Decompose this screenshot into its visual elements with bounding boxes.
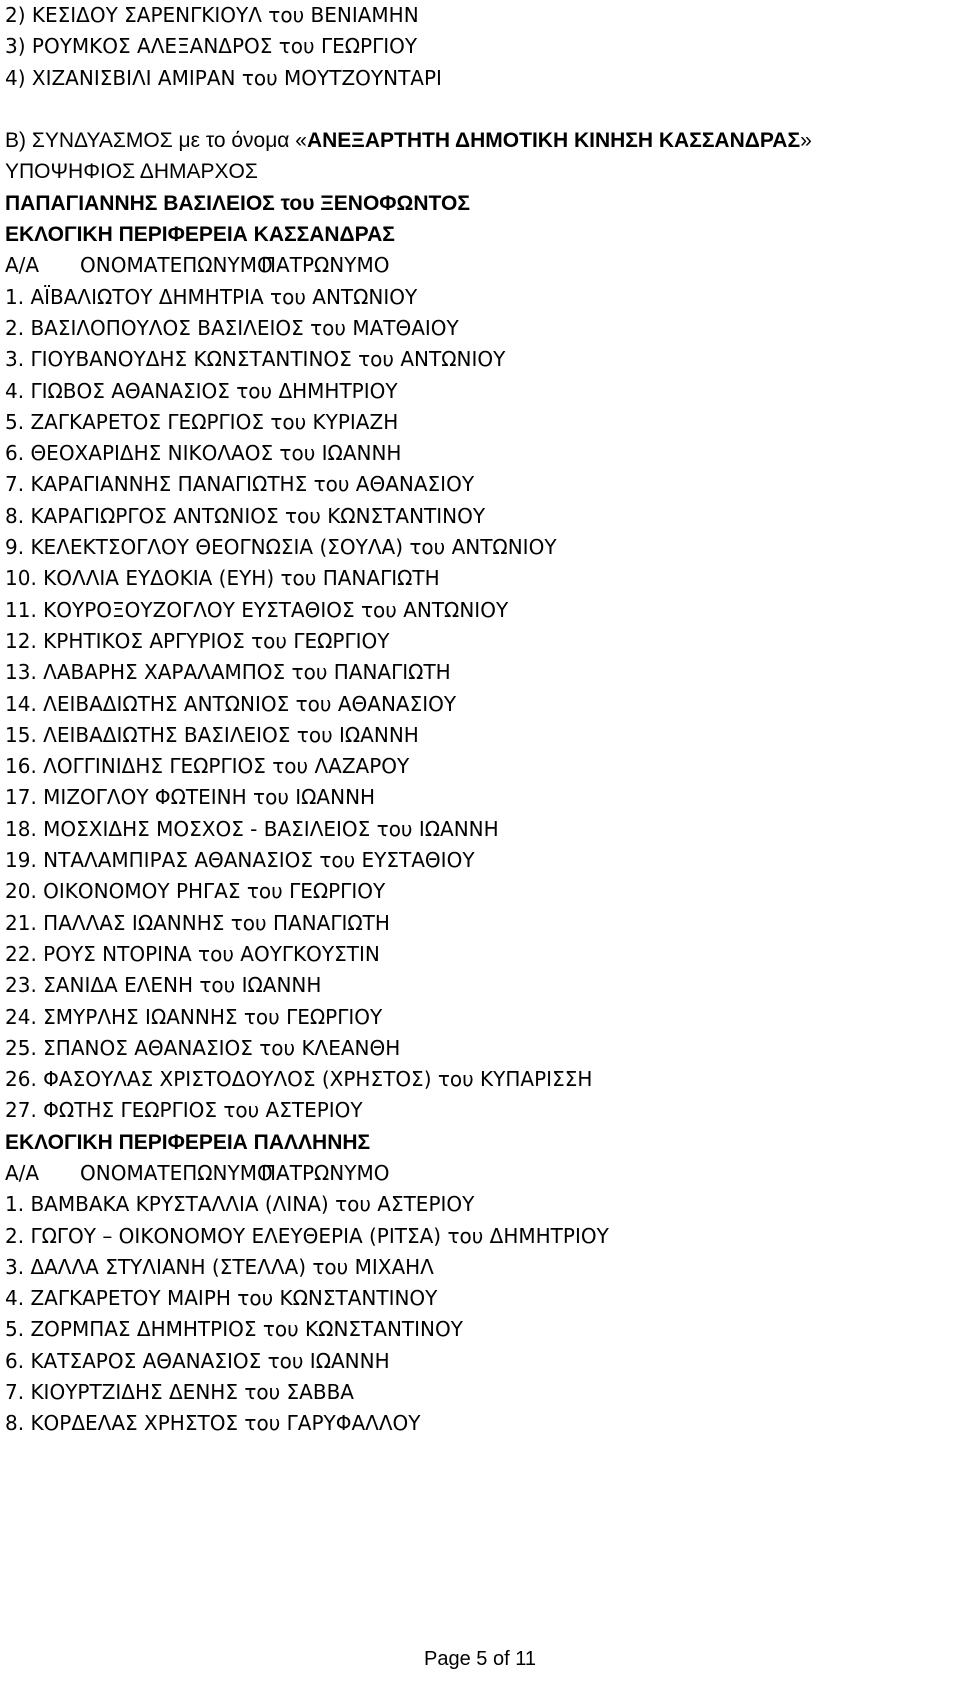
list-item: 8. ΚΟΡΔΕΛΑΣ ΧΡΗΣΤΟΣ του ΓΑΡΥΦΑΛΛΟΥ [5, 1411, 421, 1436]
list-item: 2. ΒΑΣΙΛΟΠΟΥΛΟΣ ΒΑΣΙΛΕΙΟΣ του ΜΑΤΘΑΙΟΥ [5, 315, 459, 340]
header-father: ΠΑΤΡΩΝΥΜΟ [261, 1160, 390, 1185]
combo-prefix: Β) ΣΥΝΔΥΑΣΜΟΣ με το όνομα « [5, 129, 307, 153]
list-item: 7. ΚΙΟΥΡΤΖΙΔΗΣ ΔΕΝΗΣ του ΣΑΒΒΑ [5, 1380, 354, 1405]
page-number: Page 5 of 11 [424, 1648, 536, 1670]
table-header [5, 250, 955, 281]
list-item: 1. ΒΑΜΒΑΚΑ ΚΡΥΣΤΑΛΛΙΑ (ΛΙΝΑ) του ΑΣΤΕΡΙΟΥ [5, 1192, 475, 1217]
list-item: 6. ΚΑΤΣΑΡΟΣ ΑΘΑΝΑΣΙΟΣ του ΙΩΑΝΝΗ [5, 1348, 390, 1373]
list-item: 4. ΖΑΓΚΑΡΕΤΟΥ ΜΑΙΡΗ του ΚΩΝΣΤΑΝΤΙΝΟΥ [5, 1286, 438, 1311]
spacer [5, 94, 955, 125]
list-item: 22. ΡΟΥΣ ΝΤΟΡΙΝΑ του ΑΟΥΓΚΟΥΣΤΙΝ [5, 941, 380, 966]
list-item: 7. ΚΑΡΑΓΙΑΝΝΗΣ ΠΑΝΑΓΙΩΤΗΣ του ΑΘΑΝΑΣΙΟΥ [5, 472, 475, 497]
list-item: 5. ΖΑΓΚΑΡΕΤΟΣ ΓΕΩΡΓΙΟΣ του ΚΥΡΙΑΖΗ [5, 409, 399, 434]
list-item: 26. ΦΑΣΟΥΛΑΣ ΧΡΙΣΤΟΔΟΥΛΟΣ (ΧΡΗΣΤΟΣ) του ΚΥΠΑΡΙΣΣΗ [5, 1067, 593, 1092]
header-name: ΟΝΟΜΑΤΕΠΩΝΥΜΟ [80, 253, 273, 278]
combo-heading [5, 125, 955, 156]
list-item: 27. ΦΩΤΗΣ ΓΕΩΡΓΙΟΣ του ΑΣΤΕΡΙΟΥ [5, 1098, 363, 1123]
list-item: 19. ΝΤΑΛΑΜΠΙΡΑΣ ΑΘΑΝΑΣΙΟΣ του ΕΥΣΤΑΘΙΟΥ [5, 848, 475, 873]
list-item: 3) ΡΟΥΜΚΟΣ ΑΛΕΞΑΝΔΡΟΣ του ΓΕΩΡΓΙΟΥ [5, 34, 418, 59]
list-item: 25. ΣΠΑΝΟΣ ΑΘΑΝΑΣΙΟΣ του ΚΛΕΑΝΘΗ [5, 1035, 401, 1060]
list-item: 3. ΓΙΟΥΒΑΝΟΥΔΗΣ ΚΩΝΣΤΑΝΤΙΝΟΣ του ΑΝΤΩΝΙΟΥ [5, 347, 506, 372]
list-item: 10. ΚΟΛΛΙΑ ΕΥΔΟΚΙΑ (ΕΥΗ) του ΠΑΝΑΓΙΩΤΗ [5, 566, 440, 591]
list-item: 6. ΘΕΟΧΑΡΙΔΗΣ ΝΙΚΟΛΑΟΣ του ΙΩΑΝΝΗ [5, 441, 402, 466]
list-item: 24. ΣΜΥΡΛΗΣ ΙΩΑΝΝΗΣ του ΓΕΩΡΓΙΟΥ [5, 1004, 383, 1029]
table-header [5, 1158, 955, 1189]
header-aa: Α/Α [5, 1160, 40, 1185]
header-name: ΟΝΟΜΑΤΕΠΩΝΥΜΟ [80, 1160, 273, 1185]
district-title: ΕΚΛΟΓΙΚΗ ΠΕΡΙΦΕΡΕΙΑ ΠΑΛΛΗΝΗΣ [5, 1130, 371, 1154]
list-item: 3. ΔΑΛΛΑ ΣΤΥΛΙΑΝΗ (ΣΤΕΛΛΑ) του ΜΙΧΑΗΛ [5, 1254, 434, 1279]
list-item: 13. ΛΑΒΑΡΗΣ ΧΑΡΑΛΑΜΠΟΣ του ΠΑΝΑΓΙΩΤΗ [5, 660, 451, 685]
list-item: 1. ΑΪΒΑΛΙΩΤΟΥ ΔΗΜΗΤΡΙΑ του ΑΝΤΩΝΙΟΥ [5, 284, 418, 309]
candidate-label: ΥΠΟΨΗΦΙΟΣ ΔΗΜΑΡΧΟΣ [5, 160, 258, 184]
header-father: ΠΑΤΡΩΝΥΜΟ [261, 253, 390, 278]
list-item: 20. ΟΙΚΟΝΟΜΟΥ ΡΗΓΑΣ του ΓΕΩΡΓΙΟΥ [5, 879, 386, 904]
list-item: 9. ΚΕΛΕΚΤΣΟΓΛΟΥ ΘΕΟΓΝΩΣΙΑ (ΣΟΥΛΑ) του ΑΝΤΩΝΙΟΥ [5, 535, 557, 560]
list-item: 5. ΖΟΡΜΠΑΣ ΔΗΜΗΤΡΙΟΣ του ΚΩΝΣΤΑΝΤΙΝΟΥ [5, 1317, 463, 1342]
list-item: 18. ΜΟΣΧΙΔΗΣ ΜΟΣΧΟΣ - ΒΑΣΙΛΕΙΟΣ του ΙΩΑΝΝΗ [5, 816, 499, 841]
list-item: 4) ΧΙΖΑΝΙΣΒΙΛΙ ΑΜΙΡΑΝ του ΜΟΥΤΖΟΥΝΤΑΡΙ [5, 65, 442, 90]
list-item: 21. ΠΑΛΛΑΣ ΙΩΑΝΝΗΣ του ΠΑΝΑΓΙΩΤΗ [5, 910, 390, 935]
combo-name: ΑΝΕΞΑΡΤΗΤΗ ΔΗΜΟΤΙΚΗ ΚΙΝΗΣΗ ΚΑΣΣΑΝΔΡΑΣ [306, 129, 801, 153]
list-item: 16. ΛΟΓΓΙΝΙΔΗΣ ΓΕΩΡΓΙΟΣ του ΛΑΖΑΡΟΥ [5, 754, 410, 779]
list-item: 11. ΚΟΥΡΟΞΟΥΖΟΓΛΟΥ ΕΥΣΤΑΘΙΟΣ του ΑΝΤΩΝΙΟΥ [5, 597, 509, 622]
district-title: ΕΚΛΟΓΙΚΗ ΠΕΡΙΦΕΡΕΙΑ ΚΑΣΣΑΝΔΡΑΣ [5, 223, 395, 247]
list-item: 4. ΓΙΩΒΟΣ ΑΘΑΝΑΣΙΟΣ του ΔΗΜΗΤΡΙΟΥ [5, 378, 398, 403]
document-page [5, 0, 955, 1440]
list-item: 23. ΣΑΝΙΔΑ ΕΛΕΝΗ του ΙΩΑΝΝΗ [5, 973, 322, 998]
list-item: 17. ΜΙΖΟΓΛΟΥ ΦΩΤΕΙΝΗ του ΙΩΑΝΝΗ [5, 785, 376, 810]
list-item: 14. ΛΕΙΒΑΔΙΩΤΗΣ ΑΝΤΩΝΙΟΣ του ΑΘΑΝΑΣΙΟΥ [5, 691, 457, 716]
header-aa: Α/Α [5, 253, 40, 278]
list-item: 12. ΚΡΗΤΙΚΟΣ ΑΡΓΥΡΙΟΣ του ΓΕΩΡΓΙΟΥ [5, 628, 390, 653]
combo-suffix: » [800, 129, 812, 153]
list-item: 2. ΓΩΓΟΥ – ΟΙΚΟΝΟΜΟΥ ΕΛΕΥΘΕΡΙΑ (ΡΙΤΣΑ) του ΔΗΜΗΤΡΙΟΥ [5, 1223, 609, 1248]
list-item: 8. ΚΑΡΑΓΙΩΡΓΟΣ ΑΝΤΩΝΙΟΣ του ΚΩΝΣΤΑΝΤΙΝΟΥ [5, 503, 486, 528]
list-item: 15. ΛΕΙΒΑΔΙΩΤΗΣ ΒΑΣΙΛΕΙΟΣ του ΙΩΑΝΝΗ [5, 722, 419, 747]
candidate-name: ΠΑΠΑΓΙΑΝΝΗΣ ΒΑΣΙΛΕΙΟΣ του ΞΕΝΟΦΩΝΤΟΣ [5, 191, 470, 215]
list-item: 2) ΚΕΣΙΔΟΥ ΣΑΡΕΝΓΚΙΟΥΛ του ΒΕΝΙΑΜΗΝ [5, 3, 419, 27]
